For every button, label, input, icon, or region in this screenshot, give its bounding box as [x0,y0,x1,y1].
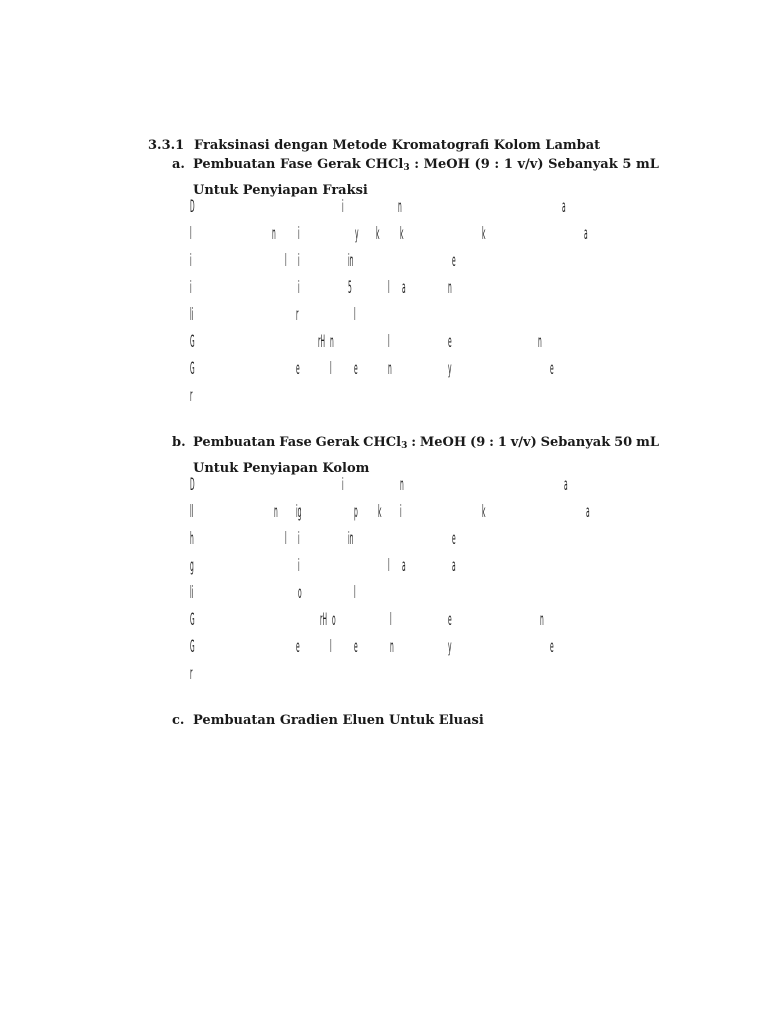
garbled-a-glyph: l [190,224,192,244]
garbled-text-block-a [190,199,610,415]
garbled-a-glyph: e [550,359,554,379]
garbled-a-glyph: e [296,359,300,379]
subsection-b-title: Pembuatan Fase Gerak CHCl$_3$ : MeOH (9 : 1 v/v) Sebanyak 50 mL [193,435,659,451]
garbled-a-line [190,199,610,226]
garbled-text-block-b [190,477,610,693]
garbled-a-glyph: n [448,278,452,298]
garbled-a-glyph: e [452,251,456,271]
garbled-a-glyph: l [354,305,356,325]
subsection-a [172,157,660,198]
garbled-b-line [190,558,610,585]
garbled-a-glyph: D [190,197,195,217]
garbled-a-line [190,280,610,307]
garbled-b-line [190,504,610,531]
garbled-a-glyph: l [330,359,332,379]
garbled-a-glyph: a [402,278,406,298]
section-heading [148,138,600,153]
garbled-a-glyph: li [190,305,194,325]
garbled-a-glyph: i [298,278,300,298]
garbled-b-glyph: e [550,637,554,657]
garbled-b-glyph: ll [190,502,194,522]
garbled-a-line [190,226,610,253]
garbled-a-glyph: y [355,224,359,244]
garbled-b-line [190,612,610,639]
subsection-c-title: Pembuatan Gradien Eluen Untuk Eluasi [193,713,484,728]
garbled-b-glyph: e [448,610,452,630]
garbled-a-glyph: l [285,251,287,271]
garbled-b-glyph: o [332,610,336,630]
subsection-a-continuation: Untuk Penyiapan Fraksi [193,183,368,198]
subsection-c-letter: c. [172,713,185,728]
garbled-b-glyph: o [298,583,302,603]
garbled-b-glyph: n [274,502,278,522]
garbled-b-glyph: a [586,502,590,522]
garbled-b-glyph: e [296,637,300,657]
garbled-b-glyph: r [190,664,193,684]
garbled-a-glyph: k [376,224,380,244]
subsection-b [172,435,660,476]
garbled-b-glyph: a [564,475,568,495]
garbled-b-glyph: l [285,529,287,549]
garbled-a-glyph: i [190,278,192,298]
garbled-b-glyph: n [400,475,404,495]
garbled-b-glyph: G [190,610,195,630]
garbled-a-line [190,253,610,280]
garbled-b-glyph: a [402,556,406,576]
garbled-a-glyph: l [388,278,390,298]
section-title: Fraksinasi dengan Metode Kromatografi Kolom Lambat [194,138,601,153]
garbled-a-glyph: in [348,251,354,271]
garbled-b-glyph: i [342,475,344,495]
garbled-a-glyph: n [538,332,542,352]
garbled-b-glyph: l [388,556,390,576]
garbled-a-glyph: e [354,359,358,379]
garbled-b-glyph: h [190,529,194,549]
garbled-a-glyph: k [482,224,486,244]
garbled-b-line [190,477,610,504]
garbled-b-glyph: in [348,529,354,549]
garbled-a-glyph: n [272,224,276,244]
garbled-a-glyph: n [330,332,334,352]
garbled-b-glyph: D [190,475,195,495]
garbled-a-glyph: i [298,251,300,271]
garbled-b-glyph: li [190,583,194,603]
subsection-b-continuation: Untuk Penyiapan Kolom [193,461,370,476]
garbled-a-line [190,388,610,415]
garbled-b-glyph: a [452,556,456,576]
subsection-c [172,713,484,728]
garbled-a-line [190,361,610,388]
garbled-a-glyph: a [562,197,566,217]
garbled-b-glyph: k [482,502,486,522]
garbled-a-glyph: a [584,224,588,244]
garbled-a-glyph: n [398,197,402,217]
section-number: 3.3.1 [148,138,185,153]
garbled-b-glyph: e [354,637,358,657]
garbled-a-glyph: r [190,386,193,406]
garbled-b-glyph: ig [296,502,302,522]
garbled-a-line [190,334,610,361]
garbled-b-glyph: k [378,502,382,522]
garbled-a-glyph: r [296,305,299,325]
garbled-a-glyph: l [388,332,390,352]
garbled-a-glyph: i [342,197,344,217]
garbled-b-line [190,531,610,558]
garbled-b-glyph: i [400,502,402,522]
garbled-a-glyph: e [448,332,452,352]
garbled-b-glyph: n [390,637,394,657]
garbled-b-glyph: p [354,502,358,522]
garbled-b-glyph: n [540,610,544,630]
subsection-a-letter: a. [172,157,185,172]
garbled-a-glyph: n [388,359,392,379]
garbled-b-glyph: g [190,556,194,576]
garbled-a-glyph: k [400,224,404,244]
garbled-b-glyph: G [190,637,195,657]
garbled-b-glyph: rH [320,610,327,630]
garbled-a-glyph: i [190,251,192,271]
garbled-b-glyph: i [298,556,300,576]
garbled-a-glyph: G [190,332,195,352]
garbled-a-glyph: rH [318,332,325,352]
garbled-b-glyph: l [390,610,392,630]
garbled-b-line [190,666,610,693]
garbled-a-glyph: y [448,359,452,379]
garbled-b-glyph: l [354,583,356,603]
garbled-a-glyph: G [190,359,195,379]
subsection-a-title: Pembuatan Fase Gerak CHCl$_3$ : MeOH (9 : 1 v/v) Sebanyak 5 mL [193,157,659,173]
garbled-a-glyph: i [298,224,300,244]
garbled-a-line [190,307,610,334]
garbled-b-line [190,585,610,612]
garbled-b-glyph: e [452,529,456,549]
garbled-b-glyph: i [298,529,300,549]
garbled-b-glyph: l [330,637,332,657]
garbled-a-glyph: 5 [348,278,352,298]
subsection-b-letter: b. [172,435,186,450]
garbled-b-glyph: y [448,637,452,657]
garbled-b-line [190,639,610,666]
